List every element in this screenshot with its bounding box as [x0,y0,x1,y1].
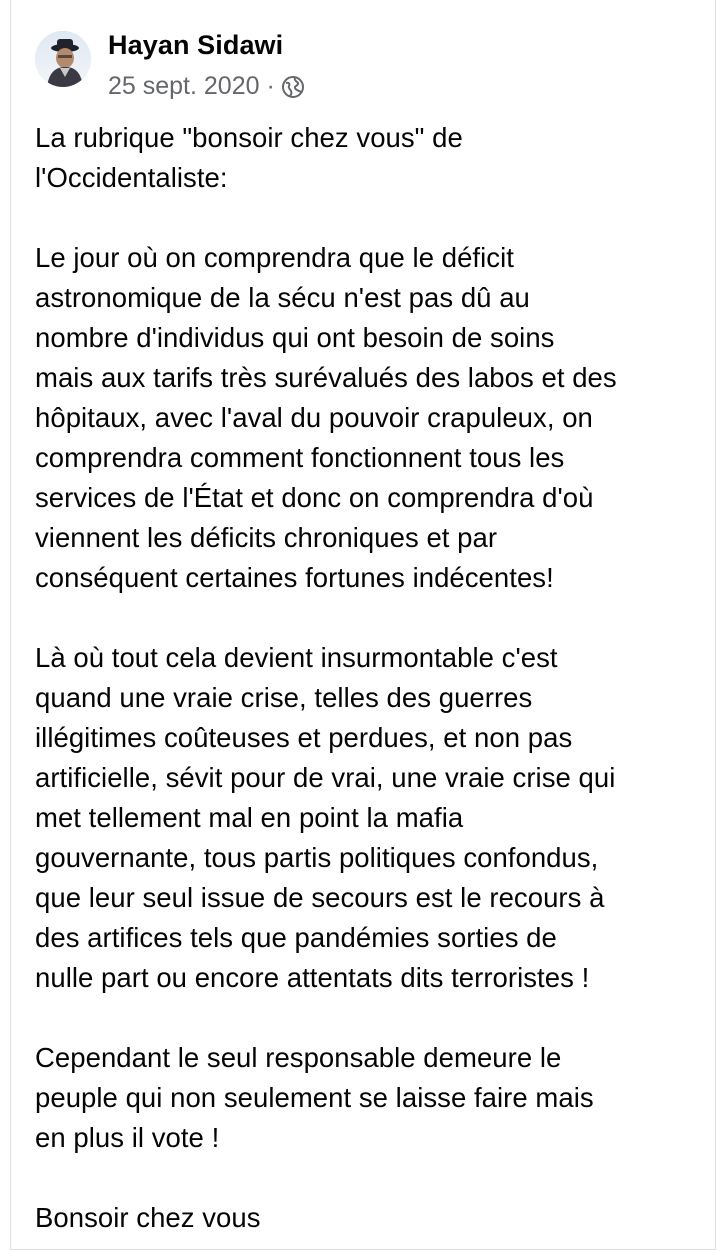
post-date[interactable]: 25 sept. 2020 [108,72,260,100]
author-name[interactable]: Hayan Sidawi [108,30,284,60]
post-paragraph: La rubrique "bonsoir chez vous" de l'Occidentaliste: [35,122,463,193]
meta-separator: · [266,72,275,100]
post-text [35,118,711,1238]
post-paragraph: Cependant le seul responsable demeure le peuple qui non seulement se laisse faire mais en plus il vote ! [35,1042,594,1153]
user-avatar-icon [35,31,91,87]
post-meta [108,72,305,101]
post-paragraph: Le jour où on comprendra que le déficit astronomique de la sécu n'est pas dû au nombre d'individus qui ont besoin de soins mais aux tarifs très surévalués des labos et des hôpitaux, avec l'aval du pouvoir crapuleux, on comprendra comment fonctionnent tous les services de l'État et donc on comprendra d'où viennent les déficits chroniques et par conséquent certaines fortunes indécentes! [35,242,617,593]
post-header [35,30,635,100]
globe-icon[interactable] [281,75,305,99]
post-card [10,0,716,1250]
post-paragraph: Là où tout cela devient insurmontable c'est quand une vraie crise, telles des guerres illégitimes coûteuses et perdues, et non pas artificielle, sévit pour de vrai, une vraie crise qui met tellement mal en point la mafia gouvernante, tous partis politiques confondus, que leur seul issue de secours est le recours à des artifices tels que pandémies sorties de nulle part ou encore attentats dits terroristes ! [35,642,616,993]
author-avatar[interactable] [35,31,91,87]
post-paragraph: Bonsoir chez vous [35,1202,261,1233]
